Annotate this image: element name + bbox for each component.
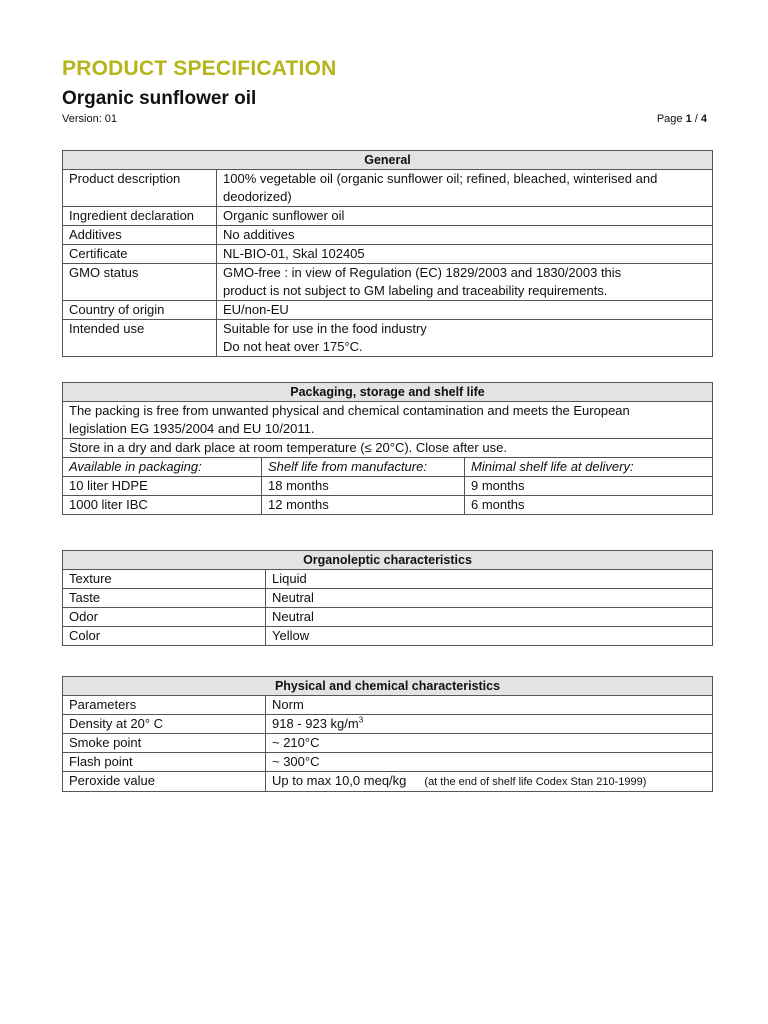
general-value: 100% vegetable oil (organic sunflower oil; refined, bleached, winterised and deodorized) [217,170,713,207]
packaging-column-header: Available in packaging: [63,458,262,477]
physchem-table [62,676,713,792]
general-label: Certificate [63,245,217,264]
general-label: GMO status [63,264,217,301]
general-table [62,150,713,357]
table-row: Peroxide value Up to max 10,0 meq/kg (at the end of shelf life Codex Stan 210-1999) [63,772,713,792]
physchem-heading: Physical and chemical characteristics [63,677,713,696]
version-label: Version: 01 [62,113,118,125]
column-header-parameters: Parameters [63,696,266,715]
peroxide-note: (at the end of shelf life Codex Stan 210-1999) [424,776,647,788]
document-title: PRODUCT SPECIFICATION [62,57,337,80]
general-label: Additives [63,226,217,245]
general-label: Country of origin [63,301,217,320]
table-row: Smoke point ~ 210°C [63,734,713,753]
table-row: 10 liter HDPE 18 months 9 months [63,477,713,496]
general-value: Organic sunflower oil [217,207,713,226]
peroxide-value: Up to max 10,0 meq/kg (at the end of shelf life Codex Stan 210-1999) [266,772,713,792]
packaging-heading: Packaging, storage and shelf life [63,383,713,402]
table-row: Color Yellow [63,627,713,646]
general-label: Product description [63,170,217,207]
packaging-column-header: Minimal shelf life at delivery: [465,458,713,477]
general-label: Intended use [63,320,217,357]
storage-instructions: Store in a dry and dark place at room temperature (≤ 20°C). Close after use. [63,439,713,458]
column-header-norm: Norm [266,696,713,715]
product-name: Organic sunflower oil [62,88,257,109]
packaging-statement: The packing is free from unwanted physical and chemical contamination and meets the European legislation EG 1935/2004 and EU 10/2011. [63,402,713,439]
table-row: Density at 20° C 918 - 923 $kg/m^3$ [63,715,713,734]
table-row: Taste Neutral [63,589,713,608]
organoleptic-heading: Organoleptic characteristics [63,551,713,570]
general-value: NL-BIO-01, Skal 102405 [217,245,713,264]
table-row: Flash point ~ 300°C [63,753,713,772]
general-label: Ingredient declaration [63,207,217,226]
table-row: 1000 liter IBC 12 months 6 months [63,496,713,515]
packaging-column-header: Shelf life from manufacture: [262,458,465,477]
organoleptic-table [62,550,713,646]
general-value: GMO-free : in view of Regulation (EC) 1829/2003 and 1830/2003 this product is not subject to GM labeling and traceability requirements. [217,264,713,301]
packaging-table [62,382,713,515]
general-heading: General [63,151,713,170]
meta-row [62,113,707,125]
general-value: EU/non-EU [217,301,713,320]
general-value: Suitable for use in the food industry Do not heat over 175°C. [217,320,713,357]
table-row: Odor Neutral [63,608,713,627]
general-value: No additives [217,226,713,245]
page-number: Page 1 / 4 [656,113,707,125]
table-row: Texture Liquid [63,570,713,589]
density-value: 918 - 923 $kg/m^3$ [266,715,713,734]
